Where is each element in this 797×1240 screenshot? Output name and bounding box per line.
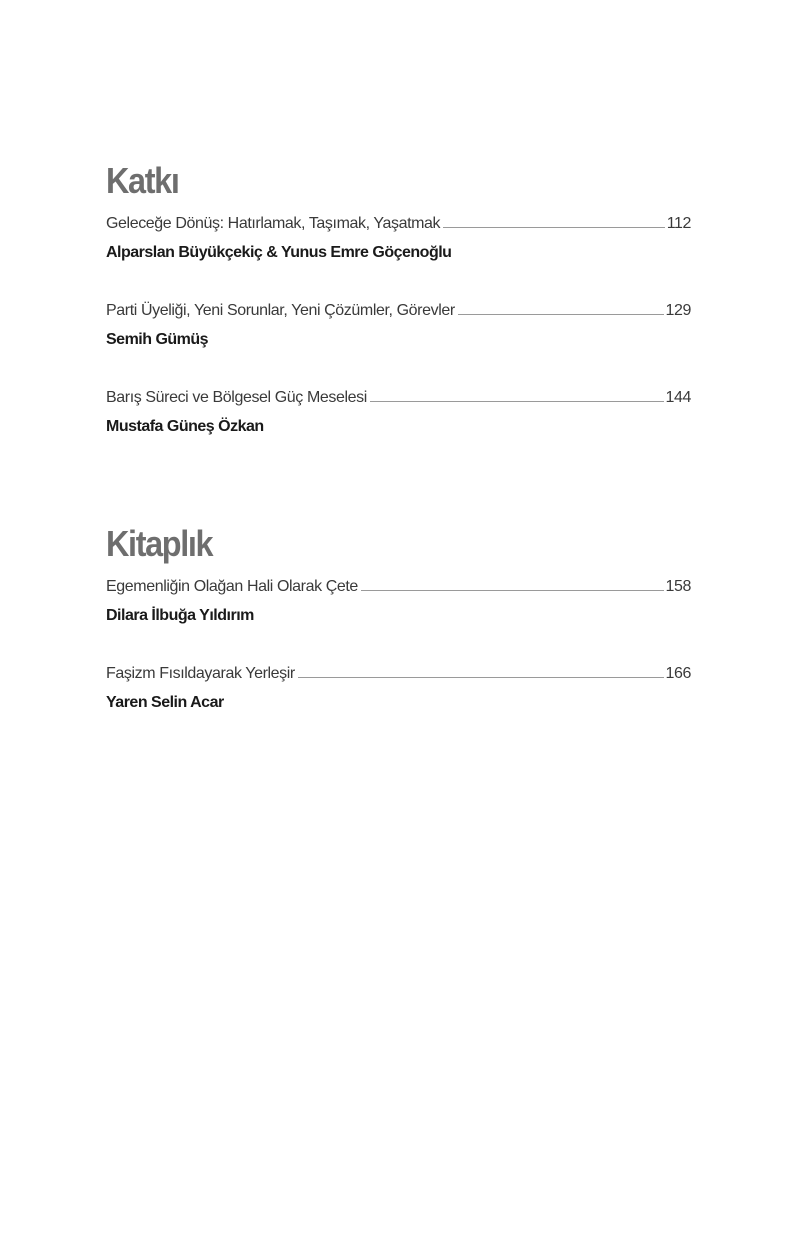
toc-entry[interactable]: [106, 664, 691, 713]
toc-entry[interactable]: [106, 577, 691, 626]
entry-line: [106, 214, 691, 234]
entry-author: Yaren Selin Acar: [106, 694, 224, 711]
toc-entry[interactable]: [106, 301, 691, 350]
entry-line: [106, 301, 691, 321]
entry-title: Geleceğe Dönüş: Hatırlamak, Taşımak, Yaşatmak: [106, 215, 441, 232]
table-of-contents: [106, 160, 691, 713]
dot-leader: [298, 677, 664, 678]
page-number: 144: [665, 389, 691, 406]
section-kitaplik: [106, 523, 691, 713]
entry-line: [106, 664, 691, 684]
entry-line: [106, 577, 691, 597]
section-title: Kitaplık: [106, 523, 213, 564]
entry-title: Egemenliğin Olağan Hali Olarak Çete: [106, 578, 358, 595]
entry-author: Mustafa Güneş Özkan: [106, 418, 264, 435]
page-number: 129: [665, 302, 691, 319]
dot-leader: [361, 590, 664, 591]
page-number: 112: [666, 215, 691, 232]
section-title: Katkı: [106, 160, 179, 201]
page-number: 166: [665, 665, 691, 682]
section-katki: [106, 160, 691, 437]
entry-author: Semih Gümüş: [106, 331, 209, 348]
page-number: 158: [665, 578, 691, 595]
dot-leader: [370, 401, 664, 402]
dot-leader: [458, 314, 664, 315]
entry-title: Parti Üyeliği, Yeni Sorunlar, Yeni Çözümler, Görevler: [106, 302, 455, 319]
entry-author: Dilara İlbuğa Yıldırım: [106, 607, 254, 624]
toc-entry[interactable]: [106, 388, 691, 437]
entry-title: Faşizm Fısıldayarak Yerleşir: [106, 665, 295, 682]
dot-leader: [443, 227, 665, 228]
entry-line: [106, 388, 691, 408]
entry-title: Barış Süreci ve Bölgesel Güç Meselesi: [106, 389, 367, 406]
toc-entry[interactable]: [106, 214, 691, 263]
entry-author: Alparslan Büyükçekiç & Yunus Emre Göçenoğlu: [106, 244, 452, 261]
